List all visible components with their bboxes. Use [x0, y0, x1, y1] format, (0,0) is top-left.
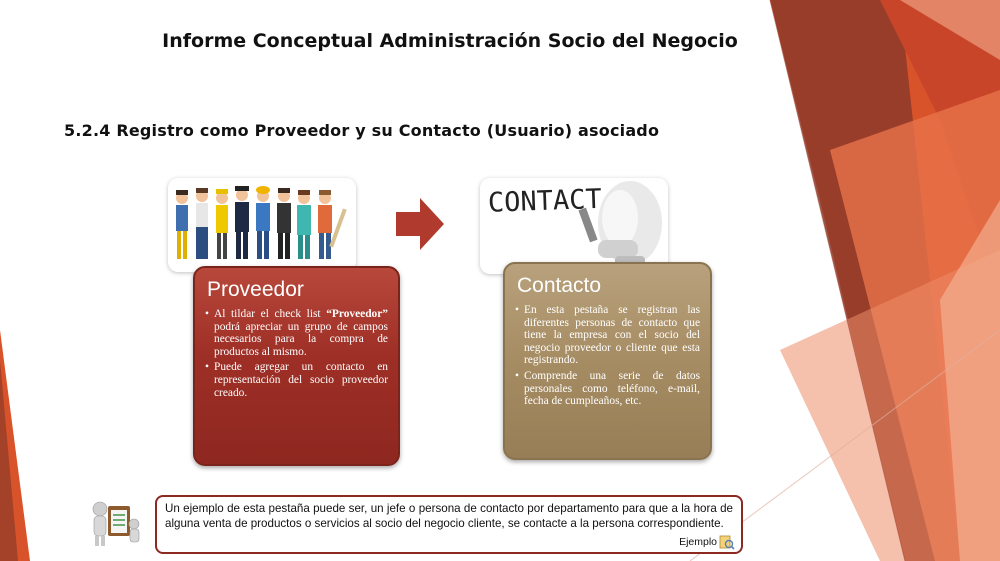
proveedor-title: Proveedor — [207, 278, 304, 301]
ejemplo-link[interactable] — [679, 534, 735, 550]
workers-illustration-icon — [168, 178, 356, 272]
arrow-right-icon — [396, 198, 444, 250]
contacto-title: Contacto — [517, 274, 602, 297]
list-item: • En esta pestaña se registran las diferentes personas de contacto que tiene la empresa con el socio del negocio proveedor o cliente que esta registrando. — [515, 304, 700, 367]
contacto-card — [503, 262, 712, 460]
example-text: Un ejemplo de esta pestaña puede ser, un jefe o persona de contacto por departamento para que a la hora de alguna venta de productos o servicios al socio del negocio cliente, se contacte a la persona correspondiente. — [165, 502, 733, 530]
list-item: • Al tildar el check list “Proveedor” podrá apreciar un grupo de campos necesarios para la compra de productos al mismo. — [205, 308, 388, 358]
magnifier-document-icon — [719, 534, 735, 550]
proveedor-card — [193, 266, 400, 466]
example-box — [155, 495, 743, 554]
slide-title: Informe Conceptual Administración Socio del Negocio — [162, 30, 738, 52]
list-item: • Comprende una serie de datos personales como teléfono, e-mail, fecha de cumpleaños, etc. — [515, 370, 700, 408]
presenter-clipboard-icon — [86, 500, 146, 546]
contacto-list — [515, 304, 700, 408]
contact-illustration-icon — [480, 178, 668, 274]
section-heading: 5.2.4 Registro como Proveedor y su Contacto (Usuario) asociado — [64, 121, 660, 140]
list-item: • Puede agregar un contacto en representación del socio proveedor creado. — [205, 361, 388, 399]
contact-image — [480, 178, 668, 274]
contact-handwriting-text: CONTACT — [487, 183, 603, 219]
proveedor-list — [205, 308, 388, 399]
workers-image — [168, 178, 356, 272]
ejemplo-label: Ejemplo — [679, 536, 717, 548]
